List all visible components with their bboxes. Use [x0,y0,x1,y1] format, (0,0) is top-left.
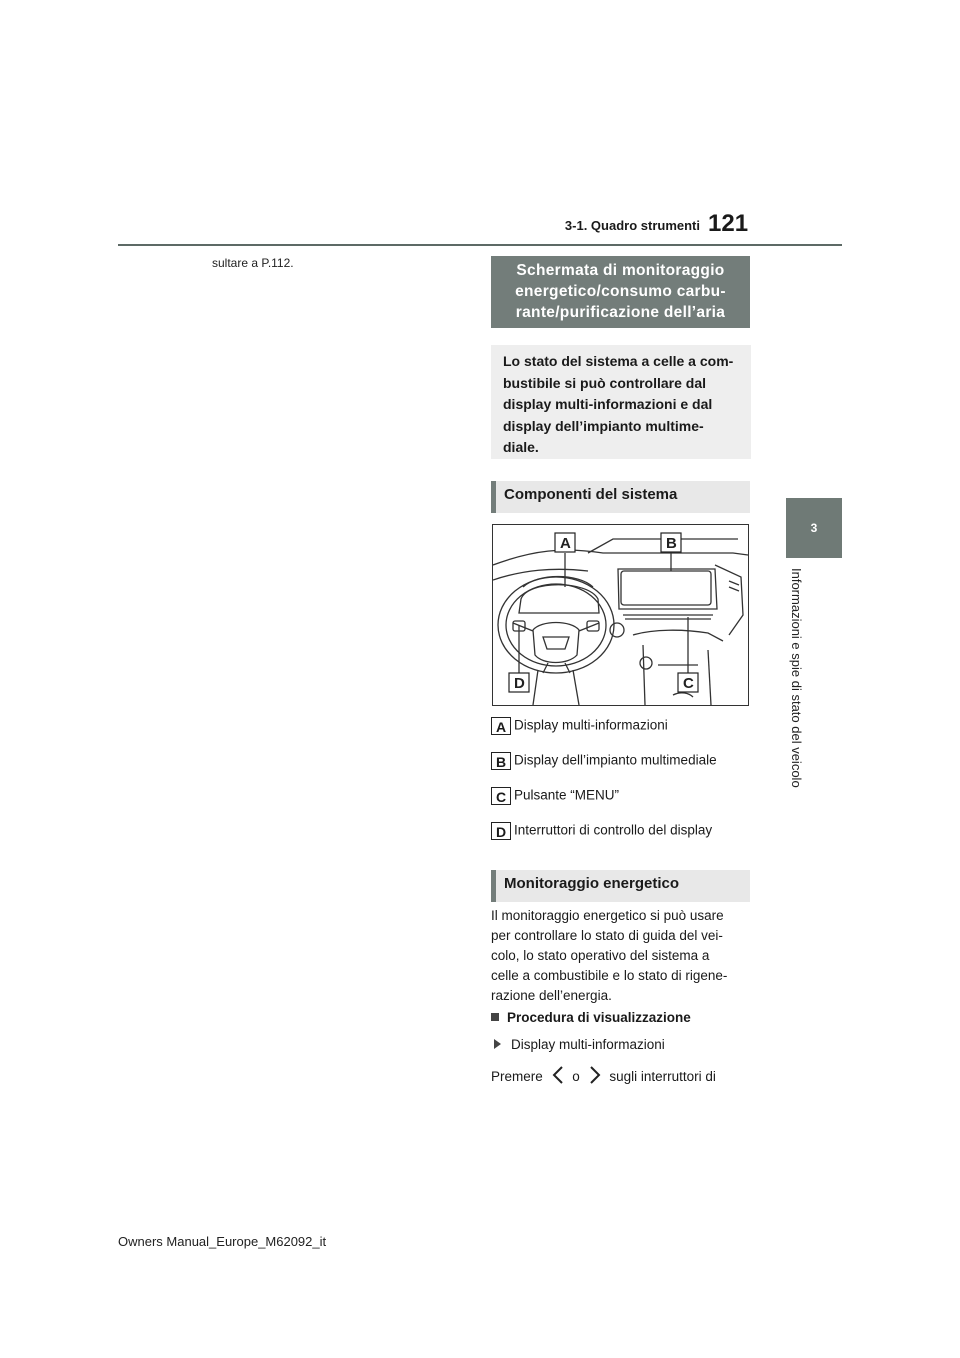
topic-title-box [491,256,750,328]
summary-line: display dell’impianto multime- [503,417,704,434]
triangle-bullet-icon [494,1039,501,1049]
subheading-text: Procedura di visualizzazione [507,1010,691,1025]
header-rule [118,244,842,246]
page-number: 121 [708,210,749,237]
figure-label-a: A [560,535,571,552]
legend-key: B [491,752,511,770]
figure-label-d: D [514,675,525,692]
topic-title-line: energetico/consumo carbu- [515,283,726,300]
instruction-line [491,1066,753,1086]
paragraph-line: colo, lo stato operativo del sistema a [491,948,710,963]
summary-line: Lo stato del sistema a celle a com- [503,353,734,369]
legend-item [491,717,753,737]
legend-item [491,822,753,842]
legend-text: Display dell’impianto multimediale [514,752,717,768]
legend-text: Pulsante “MENU” [514,787,620,803]
dashboard-illustration [492,524,749,706]
legend-key: C [491,787,511,805]
body-paragraph [491,906,753,1006]
summary-line: display multi-informazioni e dal [503,396,713,412]
left-column-text: sultare a P.112. [212,256,294,270]
chevron-right-icon [584,1066,606,1086]
paragraph-line: per controllare lo stato di guida del vei- [491,928,723,943]
summary-box [491,345,751,459]
section-heading-energy-monitor: Monitoraggio energetico [491,870,750,902]
paragraph-line: razione dell’energia. [491,988,612,1003]
topic-title-line: rante/purificazione dell’aria [515,304,726,321]
bullet-text: Display multi-informazioni [511,1037,665,1052]
legend-item [491,752,753,772]
chapter-tab-label: Informazioni e spie di stato del veicolo [789,568,804,788]
section-heading-components: Componenti del sistema [491,481,750,513]
instruction-before: Premere [491,1069,543,1084]
square-bullet-icon [491,1013,499,1021]
figure-label-b: B [666,535,677,552]
paragraph-line: Il monitoraggio energetico si può usare [491,908,724,923]
bullet-item [491,1037,753,1052]
footer-manual-id: Owners Manual_Europe_M62092_it [118,1234,327,1249]
summary-line: diale. [503,439,539,455]
instruction-middle: o [572,1069,580,1084]
instruction-after: sugli interruttori di [609,1069,716,1084]
dashboard-drawing [493,525,748,705]
running-header-section: 3-1. Quadro strumenti [564,218,700,233]
legend-key: D [491,822,511,840]
legend-text: Display multi-informazioni [514,717,668,733]
legend-item [491,787,753,807]
figure-label-c: C [683,675,694,692]
legend-text: Interruttori di controllo del display [514,822,713,838]
subheading [491,1010,753,1025]
chapter-tab-number: 3 [786,498,842,558]
legend-key: A [491,717,511,735]
summary-line: bustibile si può controllare dal [503,374,707,391]
chevron-left-icon [547,1066,569,1086]
topic-title-line: Schermata di monitoraggio [516,262,725,279]
paragraph-line: celle a combustibile e lo stato di rigene- [491,968,728,983]
